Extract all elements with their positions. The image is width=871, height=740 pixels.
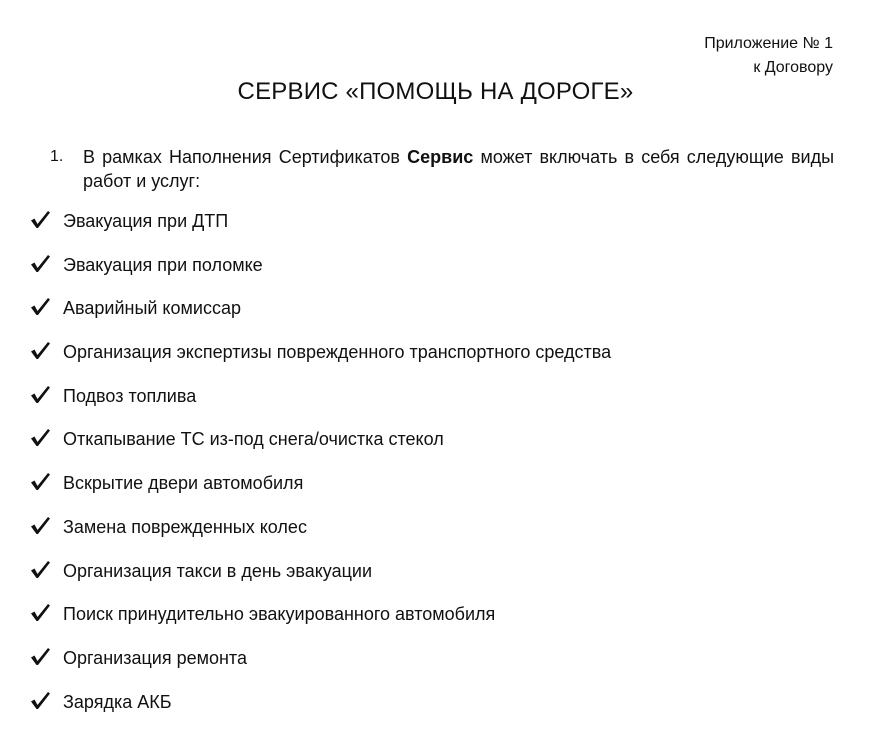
list-item-label: Организация экспертизы поврежденного транспортного средства (63, 342, 612, 363)
checkmark-icon (28, 207, 52, 231)
intro-paragraph (50, 145, 834, 193)
checkmark-icon (28, 338, 52, 362)
appendix-contract-ref: к Договору (753, 59, 833, 76)
checkmark-icon (28, 644, 52, 668)
checkmark-icon (28, 557, 52, 581)
list-item (28, 467, 848, 511)
checkmark-icon (28, 425, 52, 449)
checkmark-icon (28, 688, 52, 712)
page-title: СЕРВИС «ПОМОЩЬ НА ДОРОГЕ» (237, 78, 634, 105)
intro-text (83, 145, 834, 193)
list-item (28, 686, 848, 730)
list-item-label: Организация такси в день эвакуации (63, 560, 373, 581)
list-item (28, 205, 848, 249)
appendix-number: Приложение № 1 (704, 35, 833, 52)
list-item-label: Подвоз топлива (63, 385, 197, 406)
list-item (28, 380, 848, 424)
list-item-label: Зарядка АКБ (63, 691, 172, 712)
list-item (28, 292, 848, 336)
checkmark-icon (28, 251, 52, 275)
list-item (28, 642, 848, 686)
list-item (28, 598, 848, 642)
checkmark-icon (28, 469, 52, 493)
list-item-label: Эвакуация при поломке (63, 254, 263, 275)
intro-text-end: может включать в себя следующие виды работ и услуг: (83, 147, 835, 191)
intro-bold-term: Сервис (407, 147, 474, 167)
checkmark-icon (28, 513, 52, 537)
checkmark-icon (28, 294, 52, 318)
intro-text-start: В рамках Наполнения Сертификатов (83, 147, 408, 167)
list-item-label: Организация ремонта (63, 647, 247, 668)
list-item-label: Поиск принудительно эвакуированного автомобиля (63, 604, 496, 625)
list-item (28, 336, 848, 380)
list-item-label: Замена поврежденных колес (63, 516, 307, 537)
services-list (28, 205, 848, 729)
list-item (28, 511, 848, 555)
list-number: 1. (50, 148, 64, 165)
checkmark-icon (28, 382, 52, 406)
list-item-label: Эвакуация при ДТП (63, 211, 229, 231)
appendix-header (704, 32, 833, 80)
list-item (28, 555, 848, 599)
list-item-label: Аварийный комиссар (63, 298, 241, 319)
checkmark-icon (28, 600, 52, 624)
list-item-label: Вскрытие двери автомобиля (63, 473, 304, 494)
list-item (28, 423, 848, 467)
list-item-label: Откапывание ТС из-под снега/очистка стекол (63, 429, 444, 450)
list-item (28, 249, 848, 293)
